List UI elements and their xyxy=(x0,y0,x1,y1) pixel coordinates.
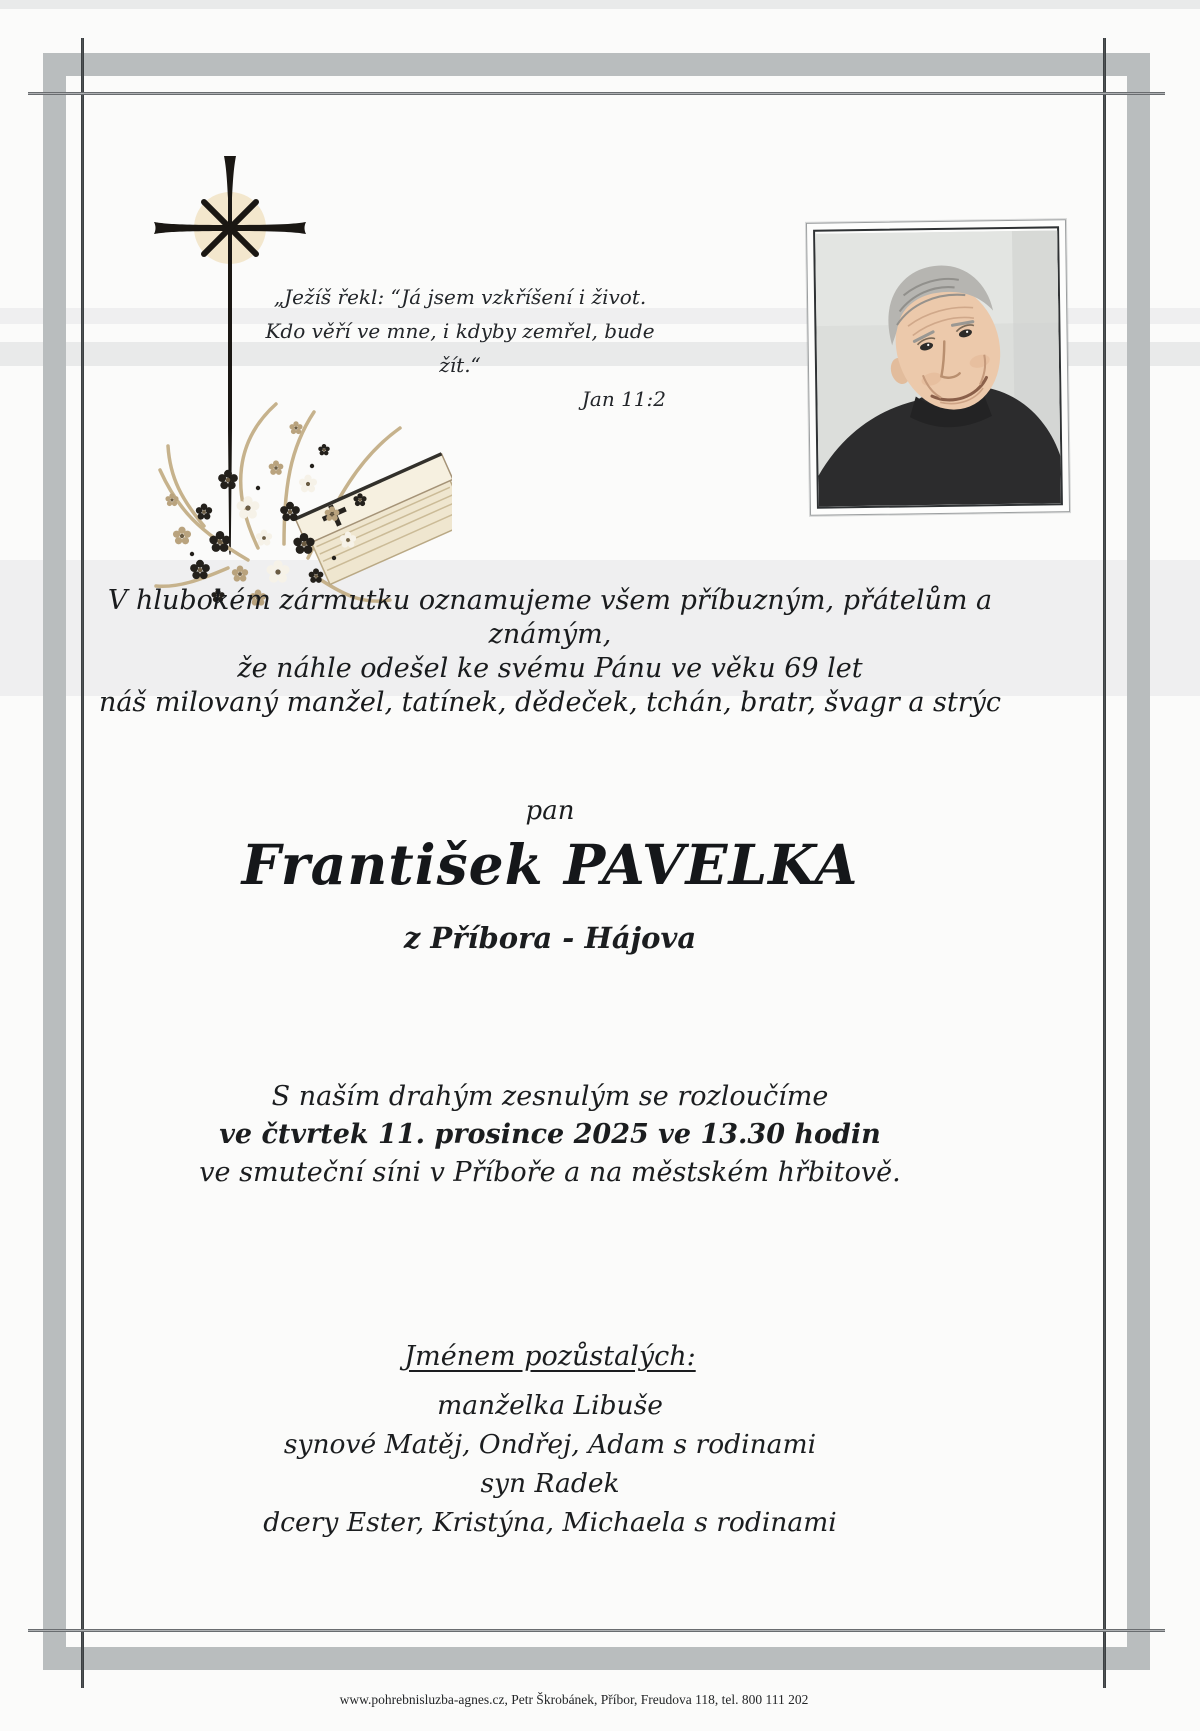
announcement-line-1: V hlubokém zármutku oznamujeme všem příbuzným, přátelům a známým, xyxy=(107,585,993,650)
funeral-service-footer: www.pohrebnisluzba-agnes.cz, Petr Škrobánek, Příbor, Freudova 118, tel. 800 111 202 xyxy=(339,1692,809,1707)
deceased-origin: z Příbora - Hájova xyxy=(403,921,697,955)
farewell-date-line: ve čtvrtek 11. prosince 2025 ve 13.30 hodin xyxy=(219,1119,881,1150)
deceased-name: František PAVELKA xyxy=(241,832,859,897)
frame-line-top xyxy=(28,92,1165,95)
portrait-photo-frame xyxy=(813,226,1063,508)
quote-reference: Jan 11:2 xyxy=(581,387,666,411)
bible-quote xyxy=(248,280,672,416)
scan-artifact-band xyxy=(0,0,1200,9)
farewell-line-3: ve smuteční síni v Příboře a na městském hřbitově. xyxy=(199,1157,901,1188)
survivors-list xyxy=(90,1386,1010,1542)
announcement-paragraph xyxy=(90,584,1010,720)
survivors-heading: Jménem pozůstalých: xyxy=(404,1341,696,1372)
survivor-line: syn Radek xyxy=(480,1468,620,1499)
bible-book-icon xyxy=(295,454,452,587)
portrait-photo xyxy=(806,219,1070,516)
title-prefix: pan xyxy=(525,796,575,826)
survivor-line: dcery Ester, Kristýna, Michaela s rodinami xyxy=(263,1507,837,1538)
announcement-line-2: že náhle odešel ke svému Pánu ve věku 69 let xyxy=(237,653,863,684)
survivor-line: manželka Libuše xyxy=(437,1390,663,1421)
frame-line-right xyxy=(1103,38,1106,1688)
farewell-line-1: S naším drahým zesnulým se rozloučíme xyxy=(271,1081,829,1112)
frame-line-left xyxy=(81,38,84,1688)
farewell-block xyxy=(90,1078,1010,1192)
announcement-line-3: náš milovaný manžel, tatínek, dědeček, tchán, bratr, švagr a strýc xyxy=(98,687,1002,718)
survivor-line: synové Matěj, Ondřej, Adam s rodinami xyxy=(283,1429,817,1460)
frame-line-bottom xyxy=(28,1629,1165,1632)
quote-line-1: „Ježíš řekl: “Já jsem vzkříšení i život. xyxy=(273,285,647,309)
portrait-of-deceased xyxy=(815,228,1063,508)
quote-line-2: Kdo věří ve mne, i kdyby zemřel, bude žít.“ xyxy=(265,319,655,377)
